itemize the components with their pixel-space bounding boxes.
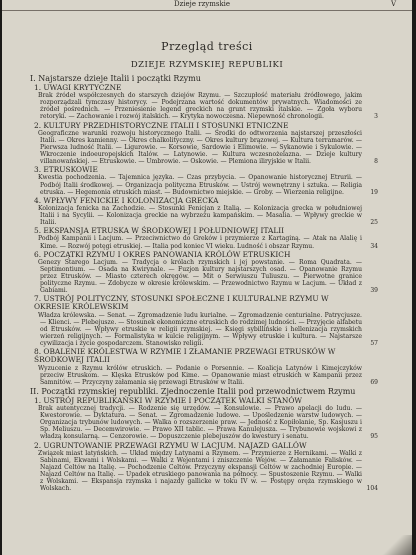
toc-section — [30, 166, 376, 195]
section-title: 2. UGRUNTOWANIE PRZEWAGI RZYMU W LACJUM. NAJAZD GALLÓW — [34, 440, 307, 450]
section-description: Kolonizacja fenicka na Zachodzie. — Stosunki Fenicjan z Italią. — Kolonizacja grecka w południowej Italii i na Sycylii. — Kolonizacja greckie na wybrzeżu kampańskim. — Masalia. — Wpływy greckie w Italii. — [38, 204, 362, 227]
section-page: 95 — [370, 433, 378, 441]
toc-section — [30, 348, 376, 386]
section-page: 104 — [366, 485, 378, 493]
toc-section — [30, 197, 376, 226]
toc-section — [30, 251, 376, 295]
page-title: Przegląd treści — [161, 40, 253, 53]
section-description: Władza królewska. — Senat. — Zgromadzenie ludu kurialne. — Zgromadzenie centurialne. Patrycjusze. — Klienci. — Plebejusze. — Stosunek ekonomiczne etruskich do rodzimej ludności. — Przyjęcie alfabetu od Etrusków. — Wpływy etruskie w religii rzymskiej. — Księgi sybillińskie i hellenizacja rzymskich wierzeń religijnych. — Formalistyka w kulcie religijnym. — Wpływy etruskie i kultura. — Najstarsze cywilizacja i życie gospodarczem. Stanowisko religii. — [38, 311, 362, 348]
section-description: Podbój Kampanii i Lacjum. — Przeciwnictwo do Greków i przymierze z Kartaginą. — Atak na Alalię i Kime. — Rozwój potęgi etruskiej. — Italia pod koniec VI wieku. Ludność i obszar Rzymu. — [38, 235, 362, 250]
section-description: Geograficzne warunki rozwoju historycznego Italii. — Środki do odtworzenia najstarszej przeszłości Italii. — Okres kamienny. — Okres chalkolityczny. — Okres kultury brązowej. — Kultura terramarów. — Pierwsza ludność Italii. — Ligurowie. — Korsowie, Sardowie i Elimowie. — Sykanowie i Sykulowie. — Wkroczenie indoeuropejskich Italów. — Latynowie. — Kultura wczesnożelazna. — Dzieje kultury villanowańskiej. — Etruskowie. — Umbrowie. — Oskowie. — Plemiona iliryjskie w Italii. — [38, 129, 362, 166]
section-title: 3. ETRUSKOWIE — [34, 165, 98, 175]
section-title: 2. KULTURY PRZEDHISTORYCZNE ITALII I STOSUNKI ETNICZNE — [34, 120, 289, 130]
section-description: Brak źródeł współczesnych do starszych dziejów Rzymu. — Szczupłość materiału źródłowego, jakim rozporządzali tymczasy historycy. — Podejrzana wartość dokumentów prywatnych. Wiadomości ze źródeł pośrednich. — Przeniesienie legend greckich na grunt rzymski italskie. — Zgoła wyboru retoryki. — Zachowanie i rozwój italskich. — Krytyka nowoczesna. Niepewność chronologii. — [38, 92, 362, 121]
page-number: V — [390, 0, 396, 8]
table-of-contents — [30, 73, 376, 492]
section-title: 6. POCZĄTKI RZYMU I OKRES PANOWANIA KRÓLÓW ETRUSKICH — [34, 249, 291, 259]
running-head-title: Dzieje rzymskie — [174, 0, 231, 8]
page-subtitle: DZIEJE RZYMSKIEJ REPUBLIKI — [130, 60, 284, 70]
section-title: 1. UWAGI KRYTYCZNE — [34, 83, 122, 92]
part-heading: I. Najstarsze dzieje Italii i początki Rzymu — [30, 74, 201, 83]
section-page: 25 — [370, 219, 378, 227]
section-page: 57 — [370, 340, 378, 348]
running-head — [2, 0, 412, 11]
section-title: 7. USTRÓJ POLITYCZNY, STOSUNKI SPOŁECZNE I KULTURALNE RZYMU W OKRESIE KRÓLEWSKIM — [34, 294, 329, 312]
section-description: Genezy Starego Lacjum. — Tradycja o królach rzymskich i jej powstanie. — Roma Quadrata. — Septimontium. — Osada na Kwirynale. — Fuzjon kultury najstarszych osad. — Opanowanie Rzymu przez Etrusków. — Miasto czterech okręgów. — Mit o Serwiuszu Tuliuszu. — Pierwotne granice polityczne Rzymu. — Zdobycze w okresie królewskim. — Przewodnictwo Rzymu w Lacjum. — Układ z Gabiami. — [38, 258, 362, 295]
section-page: 34 — [370, 242, 378, 250]
section-description: Związek miast latyńskich. — Układ między Latynami a Rzymem. — Przymierze z Hernikami. — Walki z Sabinami, Ekwami i Wolskami. — Walki z Wejentami i zniszczenie Wejów. — Załamanie Falisków. — Najazd Celtów na Italię. — Pochodzenie Celtów. Przyczyny ekspansji Celtów w zachodniej Europie. — Najazd Celtów na Italię. — Upadek etruskiego panowania na północy. — Spustoszenie Rzymu. — Walki z Wolskami. — Ekspansja rzymska i najazdy gallicke w toku IV w. — Postępy oręża rzymskiego w Wolskach. — [38, 449, 362, 493]
section-page: 39 — [370, 287, 378, 295]
toc-section — [30, 397, 376, 441]
toc-section — [30, 227, 376, 249]
section-title: 5. EKSPANSJA ETRUSKA W ŚRODKOWEJ I POŁUDNIOWEJ ITALII — [34, 226, 285, 236]
section-description: Wyzucenie z Rzymu królów etruskich. — Podanie o Porsennie. — Koalicja Latynów i Kimejczyków przeciw Etruskom. — Klęska Etrusków pod Kime. — Opanowanie miast etruskich w Kampanii przez Samnitów. — Przyczyny załamania się przewagi Etrusków w Italii. — [38, 364, 362, 386]
toc-section — [30, 122, 376, 166]
section-description: Brak autentycznej tradycji. — Rodzenie się urzędów. — Konsulowie. — Prawo apelacji do ludu. — Kwestorowie. — Dyktatura. — Senat. — Zgromadzenie ludowe. — Upośledzenie warstw ludowych. — Organizacja trybunów ludowych. — Walka o rozszerzenie praw. — Jedność z Kopiłolanie, Sp. Kasjuszu i Sp. Meliuszu. — Decemwirowie. — Prawo XII tablic. — Prawa Kanulejusza. — Trybunowie wojskowi z władzą konsularną. — Cenzorowie. — Dopuszczenie plebejuszów do kwestury i senatu. — [38, 405, 362, 441]
section-description: Kwestia pochodzenia. — Tajemnica języka. — Czas przybycia. — Opanowanie historycznej Etrurii. — Podbój Italii środkowej. — Organizacja polityczna Etrusków. — Ustrój wewnętrzny i sztuka. — Religia etruska. — Hegemonia etruskich miast. — Budownictwo miejskie. — Groby. — Wierzenia religijne. — [38, 174, 362, 196]
section-page: 8 — [374, 158, 378, 166]
section-page: 3 — [374, 113, 378, 121]
toc-section — [30, 295, 376, 347]
section-page: 19 — [370, 188, 378, 196]
section-page: 69 — [370, 378, 378, 386]
book-page — [2, 0, 412, 555]
part-heading: II. Początki rzymskiej republiki. Zjednoczenie Italii pod przewodnictwem Rzymu — [30, 386, 356, 396]
toc-section — [30, 442, 376, 493]
section-title: 8. OBALENIE KRÓLESTWA W RZYMIE I ZŁAMANIE PRZEWAGI ETRUSKÓW W ŚRODKOWEJ ITALII — [34, 347, 336, 365]
page-shadow — [382, 535, 412, 555]
section-title: 4. WPŁYWY FENICKIE I KOLONIZACJA GRECKA — [34, 195, 219, 205]
section-title: 1. USTRÓJ REPUBLIKAŃSKI W RZYMIE I POCZĄTEK WALKI STANÓW — [34, 395, 303, 405]
toc-section — [30, 84, 376, 121]
